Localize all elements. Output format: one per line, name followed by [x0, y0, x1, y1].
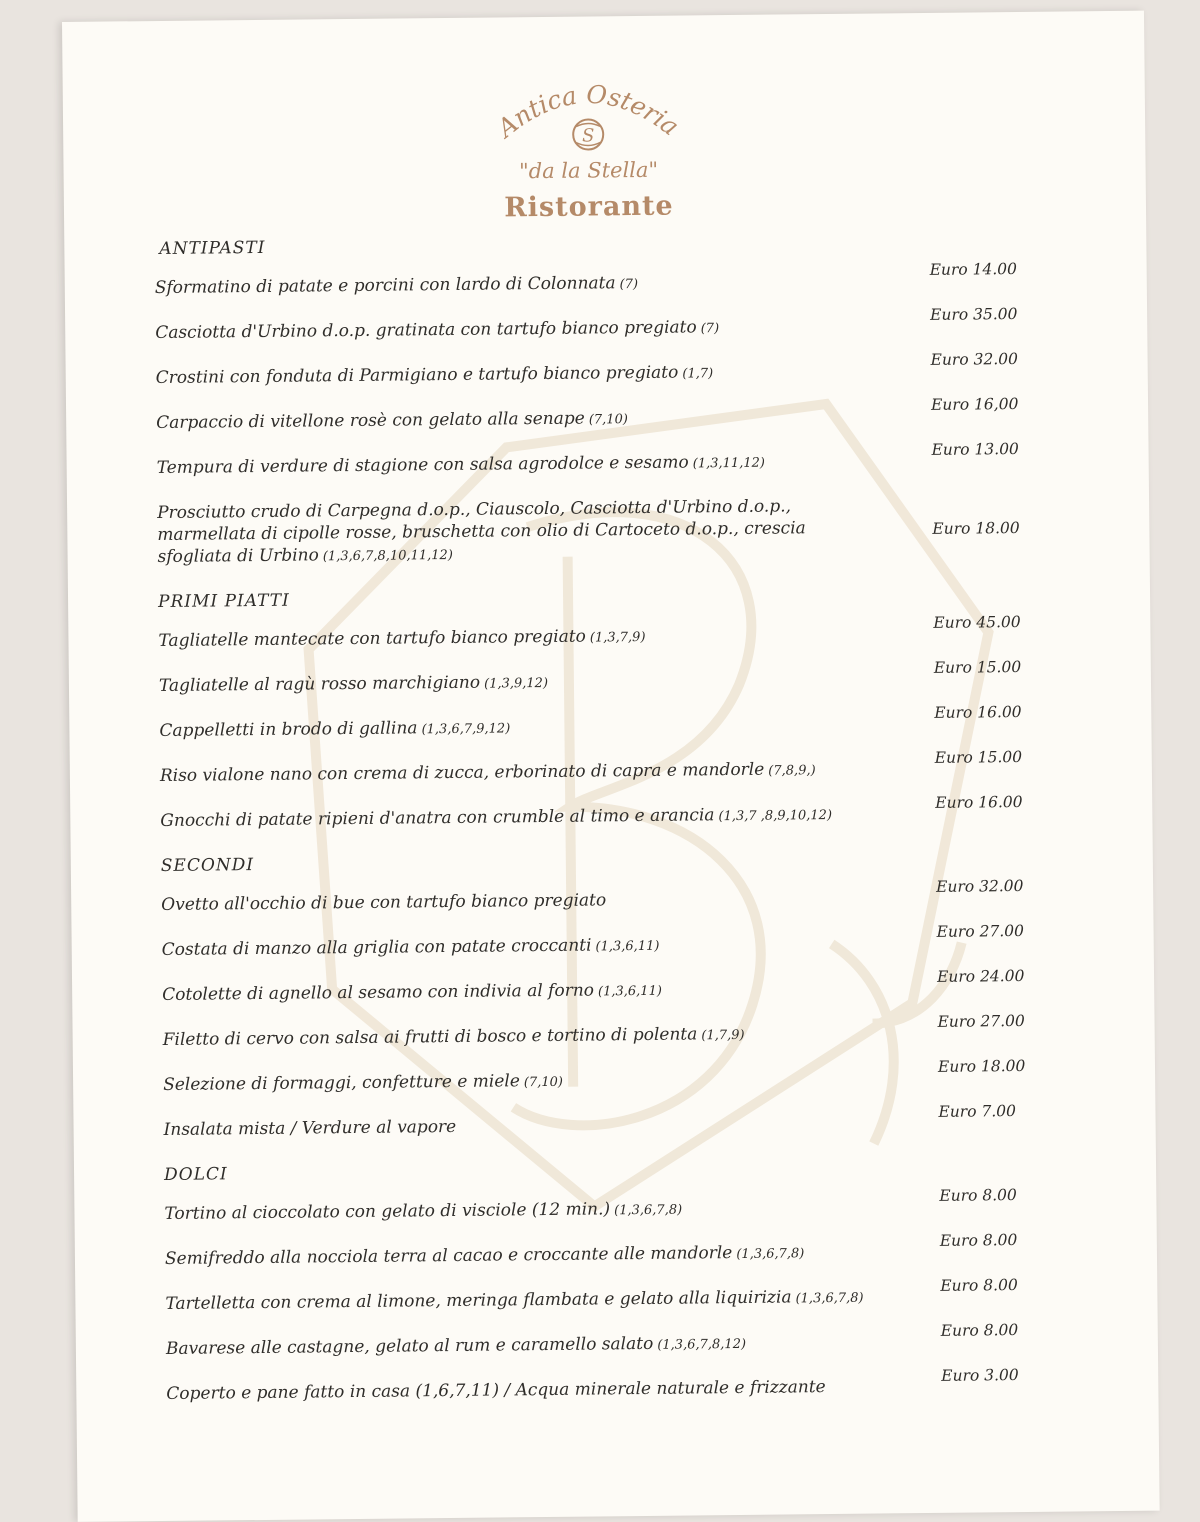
item-price: Euro 8.00	[939, 1231, 1018, 1250]
item-price: Euro 8.00	[939, 1186, 1017, 1205]
section-title: PRIMI PIATTI	[157, 590, 290, 613]
item-price: Euro 32.00	[936, 876, 1024, 896]
item-price: Euro 27.00	[937, 1011, 1025, 1031]
item-price: Euro 15.00	[934, 747, 1023, 767]
item-price: Euro 15.00	[933, 657, 1022, 677]
menu-item: Filetto di cervo con salsa ai frutti di bosco e tortino di polenta (1,7,9) Euro 27.00	[162, 1011, 1025, 1051]
menu-item: Sformatino di patate e porcini con lardo di Colonnata (7) Euro 14.00	[154, 260, 1018, 299]
restaurant-logo	[488, 65, 690, 247]
menu-item: Selezione di formaggi, confetture e miele (7,10) Euro 18.00	[163, 1056, 1026, 1095]
section-secondi	[161, 847, 1064, 1143]
item-price: Euro 8.00	[940, 1276, 1018, 1295]
section-antipasti	[154, 230, 1057, 570]
item-price: Euro 16.00	[934, 702, 1022, 722]
section-dolci	[164, 1156, 1066, 1407]
item-price: Euro 16,00	[930, 395, 1019, 414]
menu-item: Tempura di verdure di stagione con salsa agrodolce e sesamo (1,3,11,12) Euro 13.00	[156, 440, 1019, 479]
menu-item: Costata di manzo alla griglia con patate croccanti (1,3,6,11) Euro 27.00	[161, 921, 1025, 961]
item-price: Euro 27.00	[936, 921, 1025, 941]
section-title: SECONDI	[160, 855, 255, 877]
menu-item: Tagliatelle mantecate con tartufo bianco pregiato (1,3,7,9) Euro 45.00	[158, 612, 1021, 652]
svg-text:S: S	[581, 125, 595, 147]
menu-item: Cappelletti in brodo di gallina (1,3,6,7,9,12) Euro 16.00	[159, 702, 1022, 742]
menu-item: Riso vialone nano con crema di zucca, erborinato di capra e mandorle (7,8,9,) Euro 15.00	[159, 747, 1023, 787]
menu-item: Crostini con fonduta di Parmigiano e tartufo bianco pregiato (1,7) Euro 32.00	[155, 350, 1019, 389]
item-price: Euro 8.00	[940, 1321, 1019, 1340]
menu-sheet	[62, 11, 1160, 1522]
menu-item: Tortino al cioccolato con gelato di visciole (12 min.) (1,3,6,7,8) Euro 8.00	[164, 1186, 1017, 1224]
item-price: Euro 18.00	[937, 1056, 1026, 1076]
menu-item: Tartelletta con crema al limone, meringa flambata e gelato alla liquirizia (1,3,6,7,8) Euro 8.00	[165, 1276, 1018, 1314]
menu-item: Carpaccio di vitellone rosè con gelato alla senape (7,10) Euro 16,00	[156, 395, 1019, 434]
section-primi-piatti	[158, 583, 1060, 834]
item-price: Euro 35.00	[930, 305, 1018, 324]
item-price: Euro 18.00	[932, 518, 1020, 538]
item-price: Euro 7.00	[938, 1102, 1017, 1121]
svg-text:Antica Osteria: Antica Osteria	[491, 79, 685, 143]
item-price: Euro 16.00	[935, 792, 1023, 812]
menu-item: Bavarese alle castagne, gelato al rum e caramello salato (1,3,6,7,8,12) Euro 8.00	[165, 1321, 1019, 1359]
logo-subtitle: "da la Stella"	[518, 157, 659, 184]
menu-item: Coperto e pane fatto in casa (1,6,7,11) / Acqua minerale naturale e frizzante Euro 3.00	[166, 1366, 1019, 1404]
section-title: ANTIPASTI	[159, 237, 266, 259]
logo-name: Ristorante	[504, 190, 674, 224]
item-price: Euro 14.00	[929, 260, 1018, 279]
menu-item: Tagliatelle al ragù rosso marchigiano (1,3,9,12) Euro 15.00	[158, 657, 1022, 697]
menu-item: Gnocchi di patate ripieni d'anatra con crumble al timo e arancia (1,3,7 ,8,9,10,12) Euro 16.00	[160, 792, 1023, 832]
menu-item: Ovetto all'occhio di bue con tartufo bianco pregiato Euro 32.00	[161, 876, 1024, 916]
menu-item: Insalata mista / Verdure al vapore Euro 7.00	[163, 1102, 1017, 1140]
menu-item: Cotolette di agnello al sesamo con indivia al forno (1,3,6,11) Euro 24.00	[162, 966, 1025, 1006]
seal-icon	[570, 116, 606, 152]
menu-item: Semifreddo alla nocciola terra al cacao e croccante alle mandorle (1,3,6,7,8) Euro 8.00	[164, 1231, 1018, 1269]
item-price: Euro 3.00	[941, 1366, 1019, 1385]
item-price: Euro 13.00	[931, 440, 1019, 459]
item-price: Euro 45.00	[933, 612, 1021, 632]
menu-item: Prosciutto crudo di Carpegna d.o.p., Ciauscolo, Casciotta d'Urbino d.o.p., marmellata di cipolle rosse, bruschetta con olio di Cartoceto d.o.p., crescia sfogliata di Urbino (1,3,6,7,8,10,11,12) Euro 18.00	[157, 496, 1020, 568]
menu-content	[154, 230, 1066, 1428]
section-title: DOLCI	[163, 1164, 228, 1185]
item-price: Euro 32.00	[930, 350, 1019, 369]
menu-item: Casciotta d'Urbino d.o.p. gratinata con tartufo bianco pregiato (7) Euro 35.00	[155, 305, 1018, 344]
item-price: Euro 24.00	[936, 966, 1025, 986]
